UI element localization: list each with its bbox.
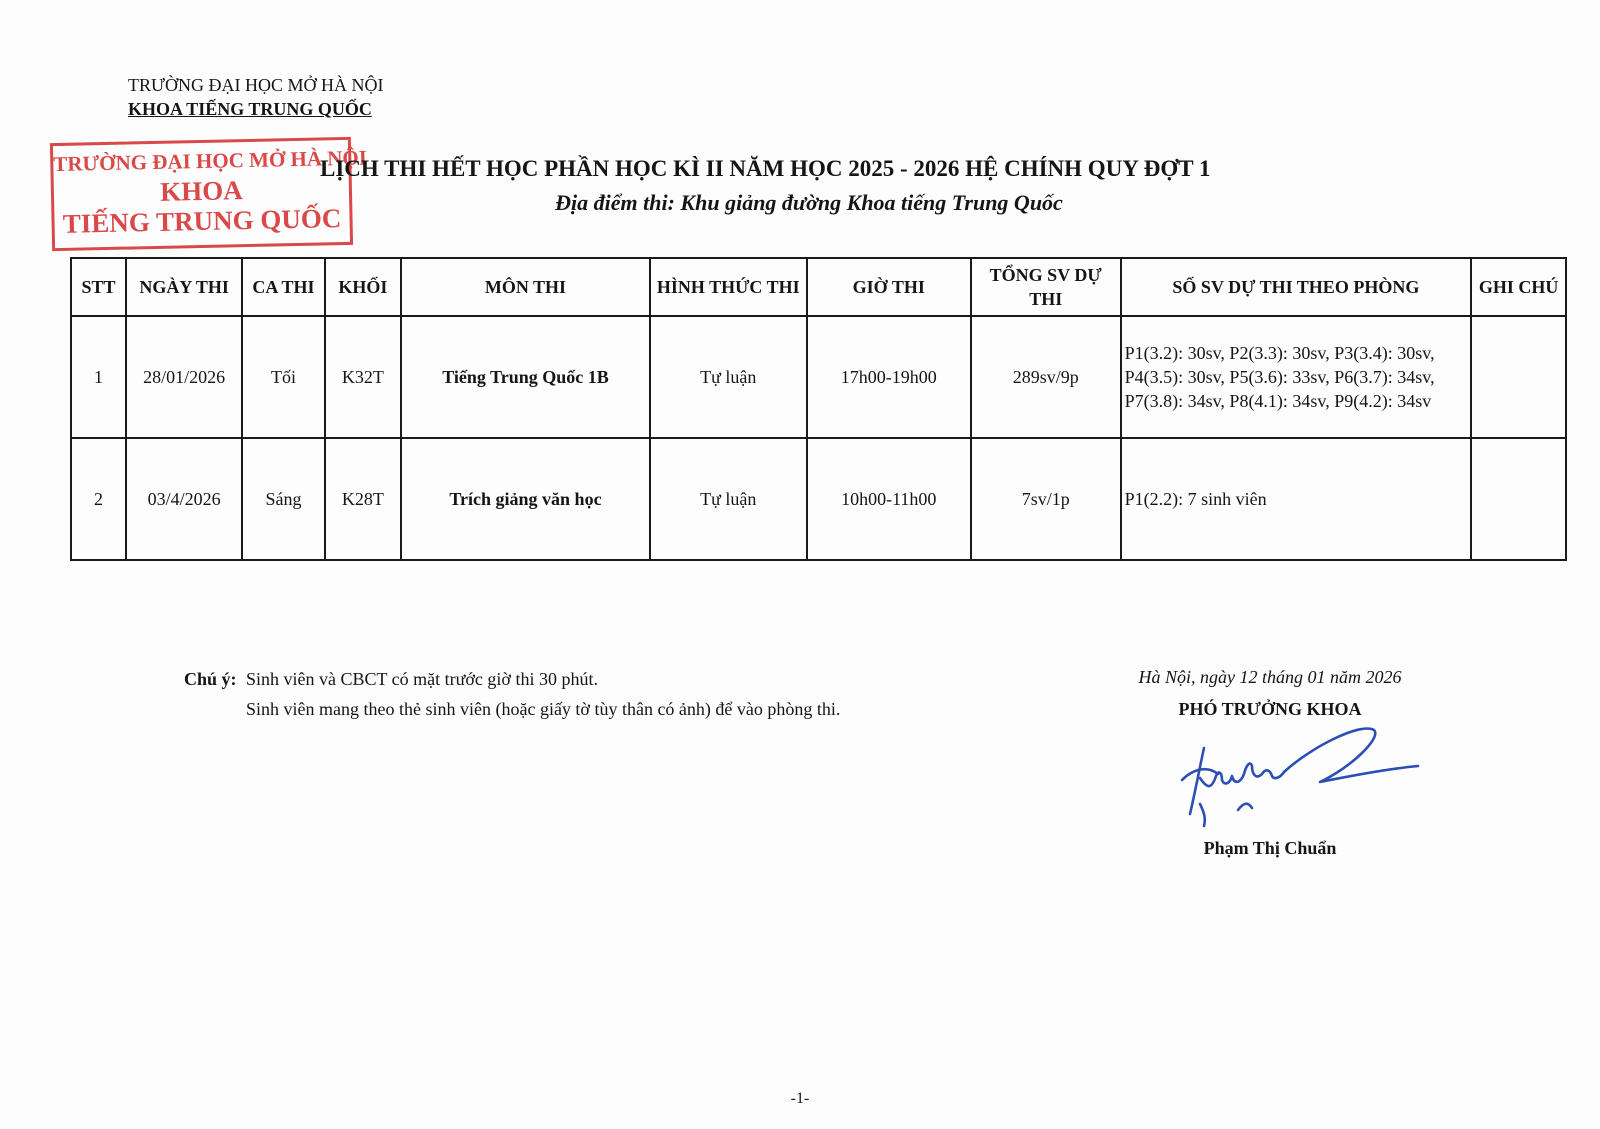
notes-label: Chú ý: (184, 669, 237, 689)
cell-subject: Tiếng Trung Quốc 1B (401, 316, 650, 438)
column-header: HÌNH THỨC THI (650, 258, 807, 316)
header-org (128, 73, 383, 121)
cell-cohort: K28T (325, 438, 401, 560)
exam-schedule-table (70, 257, 1567, 561)
column-header: SỐ SV DỰ THI THEO PHÒNG (1121, 258, 1472, 316)
column-header: STT (71, 258, 126, 316)
column-header: CA THI (242, 258, 325, 316)
cell-time: 17h00-19h00 (807, 316, 971, 438)
cell-shift: Sáng (242, 438, 325, 560)
signature-icon (1160, 718, 1420, 838)
room-line: P1(3.2): 30sv, P2(3.3): 30sv, P3(3.4): 30sv, (1124, 343, 1435, 363)
room-line: P4(3.5): 30sv, P5(3.6): 33sv, P6(3.7): 34sv, (1124, 367, 1435, 387)
document-subtitle: Địa điểm thi: Khu giảng đường Khoa tiếng Trung Quốc (555, 190, 1063, 215)
cell-note (1471, 316, 1566, 438)
cell-stt: 2 (71, 438, 126, 560)
department-name: KHOA TIẾNG TRUNG QUỐC (128, 99, 372, 119)
column-header: GIỜ THI (807, 258, 971, 316)
column-header: GHI CHÚ (1471, 258, 1566, 316)
cell-note (1471, 438, 1566, 560)
cell-total: 289sv/9p (971, 316, 1121, 438)
column-header: TỔNG SV DỰ THI (971, 258, 1121, 316)
column-header: KHỐI (325, 258, 401, 316)
note-line-2: Sinh viên mang theo thẻ sinh viên (hoặc giấy tờ tùy thân có ảnh) để vào phòng thi. (246, 699, 841, 719)
cell-total: 7sv/1p (971, 438, 1121, 560)
stamp-line-1: TRƯỜNG ĐẠI HỌC MỞ HÀ NỘI (53, 145, 368, 177)
cell-date: 03/4/2026 (126, 438, 242, 560)
university-name: TRƯỜNG ĐẠI HỌC MỞ HÀ NỘI (128, 75, 384, 95)
room-line: P7(3.8): 34sv, P8(4.1): 34sv, P9(4.2): 34sv (1124, 391, 1432, 411)
cell-shift: Tối (242, 316, 325, 438)
note-line-1: Sinh viên và CBCT có mặt trước giờ thi 30 phút. (246, 669, 598, 689)
signer-name: Phạm Thị Chuẩn (1203, 838, 1337, 858)
cell-format: Tự luận (650, 438, 807, 560)
table-header-row (71, 258, 1566, 316)
column-header: NGÀY THI (126, 258, 242, 316)
page-number: -1- (790, 1090, 810, 1107)
stamp-line-2: KHOA (159, 175, 243, 207)
cell-time: 10h00-11h00 (807, 438, 971, 560)
signature-block (1090, 662, 1450, 860)
cell-subject: Trích giảng văn học (401, 438, 650, 560)
document-title: LỊCH THI HẾT HỌC PHẦN HỌC KÌ II NĂM HỌC 2025 - 2026 HỆ CHÍNH QUY ĐỢT 1 (320, 156, 1211, 181)
room-line: P1(2.2): 7 sinh viên (1124, 489, 1267, 509)
cell-rooms (1121, 316, 1472, 438)
cell-cohort: K32T (325, 316, 401, 438)
cell-date: 28/01/2026 (126, 316, 242, 438)
notes-section (184, 664, 840, 724)
column-header: MÔN THI (401, 258, 650, 316)
sign-date: Hà Nội, ngày 12 tháng 01 năm 2026 (1138, 667, 1402, 687)
table-row (71, 438, 1566, 560)
cell-rooms (1121, 438, 1472, 560)
cell-format: Tự luận (650, 316, 807, 438)
cell-stt: 1 (71, 316, 126, 438)
table-row (71, 316, 1566, 438)
stamp-line-3: TIẾNG TRUNG QUỐC (62, 203, 342, 239)
handwritten-signature (1090, 724, 1450, 836)
signer-role: PHÓ TRƯỞNG KHOA (1178, 699, 1362, 719)
